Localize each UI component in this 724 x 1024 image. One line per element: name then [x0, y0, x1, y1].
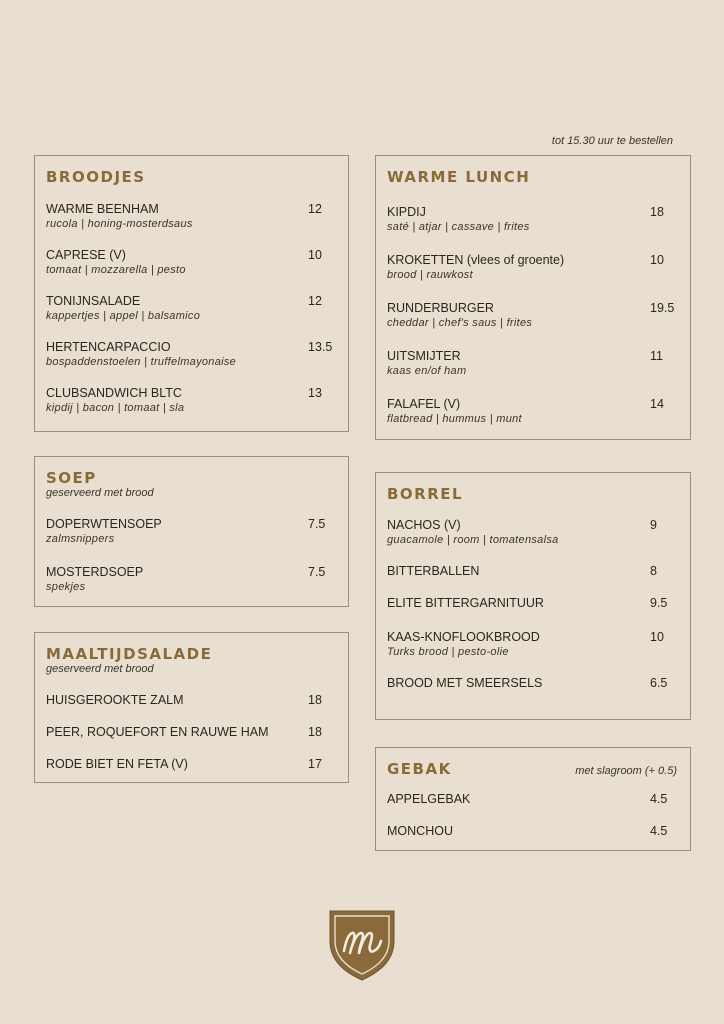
- item-description: bospaddenstoelen | truffelmayonaise: [46, 356, 237, 368]
- item-name: BITTERBALLEN: [387, 564, 480, 578]
- order-time-note: tot 15.30 uur te bestellen: [551, 135, 673, 147]
- item-name: WARME BEENHAM: [46, 202, 159, 216]
- item-price: 13.5: [308, 340, 333, 354]
- item-price: 8: [650, 564, 657, 578]
- item-price: 17: [308, 757, 322, 771]
- item-price: 12: [308, 202, 322, 216]
- item-description: kaas en/of ham: [387, 365, 467, 377]
- menu-item: [46, 340, 337, 369]
- item-name: RODE BIET EN FETA (V): [46, 757, 188, 771]
- menu-item: [387, 564, 679, 579]
- item-name: CAPRESE (V): [46, 248, 126, 262]
- menu-item: [46, 725, 337, 740]
- item-price: 18: [308, 725, 322, 739]
- item-description: zalmsnippers: [46, 533, 115, 545]
- section-title: BROODJES: [46, 168, 146, 186]
- menu-item: [387, 205, 679, 234]
- item-name: NACHOS (V): [387, 518, 461, 532]
- menu-item: [387, 630, 679, 659]
- item-name: HUISGEROOKTE ZALM: [46, 693, 184, 707]
- item-price: 11: [650, 349, 663, 363]
- section-broodjes: [34, 155, 349, 432]
- item-price: 19.5: [650, 301, 675, 315]
- item-price: 10: [650, 630, 664, 644]
- item-name: TONIJNSALADE: [46, 294, 141, 308]
- section-title: WARME LUNCH: [387, 168, 531, 186]
- item-name: BROOD MET SMEERSELS: [387, 676, 543, 690]
- item-description: kipdij | bacon | tomaat | sla: [46, 402, 185, 414]
- item-price: 18: [650, 205, 664, 219]
- section-warme-lunch: [375, 155, 691, 440]
- section-subtitle: geserveerd met brood: [46, 487, 154, 499]
- menu-item: [387, 397, 679, 426]
- item-description: tomaat | mozzarella | pesto: [46, 264, 186, 276]
- item-description: brood | rauwkost: [387, 269, 473, 281]
- item-price: 12: [308, 294, 322, 308]
- section-gebak: [375, 747, 691, 851]
- item-price: 10: [650, 253, 664, 267]
- item-price: 10: [308, 248, 322, 262]
- menu-item: [46, 757, 337, 772]
- item-description: flatbread | hummus | munt: [387, 413, 522, 425]
- item-price: 13: [308, 386, 322, 400]
- menu-item: [46, 202, 337, 231]
- menu-item: [387, 349, 679, 378]
- item-name: DOPERWTENSOEP: [46, 517, 162, 531]
- item-price: 6.5: [650, 676, 668, 690]
- item-description: Turks brood | pesto-olie: [387, 646, 509, 658]
- menu-item: [387, 824, 679, 839]
- menu-item: [387, 596, 679, 611]
- section-header: [387, 760, 679, 778]
- item-name: KROKETTEN (vlees of groente): [387, 253, 565, 267]
- item-name: CLUBSANDWICH BLTC: [46, 386, 182, 400]
- item-price: 9.5: [650, 596, 668, 610]
- section-subtitle: geserveerd met brood: [46, 663, 154, 675]
- item-name: MONCHOU: [387, 824, 453, 838]
- item-name: KIPDIJ: [387, 205, 426, 219]
- item-price: 7.5: [308, 565, 326, 579]
- item-price: 9: [650, 518, 657, 532]
- section-subtitle: met slagroom (+ 0.5): [575, 765, 677, 777]
- menu-item: [387, 518, 679, 547]
- menu-item: [46, 248, 337, 277]
- section-title: SOEP: [46, 469, 97, 487]
- item-description: spekjes: [46, 581, 86, 593]
- menu-item: [46, 386, 337, 415]
- item-name: RUNDERBURGER: [387, 301, 494, 315]
- item-name: FALAFEL (V): [387, 397, 461, 411]
- item-name: HERTENCARPACCIO: [46, 340, 171, 354]
- item-name: APPELGEBAK: [387, 792, 471, 806]
- menu-item: [387, 792, 679, 807]
- item-name: MOSTERDSOEP: [46, 565, 144, 579]
- item-name: KAAS-KNOFLOOKBROOD: [387, 630, 540, 644]
- menu-item: [387, 253, 679, 282]
- menu-item: [387, 676, 679, 691]
- item-price: 4.5: [650, 792, 668, 806]
- section-soep: [34, 456, 349, 607]
- item-name: PEER, ROQUEFORT EN RAUWE HAM: [46, 725, 269, 739]
- menu-item: [46, 517, 337, 546]
- monogram-shield-icon: [328, 907, 396, 982]
- item-description: kappertjes | appel | balsamico: [46, 310, 201, 322]
- menu-item: [46, 693, 337, 708]
- item-price: 7.5: [308, 517, 326, 531]
- menu-item: [387, 301, 679, 330]
- item-price: 18: [308, 693, 322, 707]
- item-price: 4.5: [650, 824, 668, 838]
- item-description: guacamole | room | tomatensalsa: [387, 534, 559, 546]
- item-description: cheddar | chef's saus | frites: [387, 317, 533, 329]
- item-name: UITSMIJTER: [387, 349, 461, 363]
- menu-item: [46, 294, 337, 323]
- section-maaltijdsalade: [34, 632, 349, 783]
- item-price: 14: [650, 397, 664, 411]
- item-description: rucola | honing-mosterdsaus: [46, 218, 193, 230]
- section-title: MAALTIJDSALADE: [46, 645, 213, 663]
- section-title: GEBAK: [387, 760, 452, 778]
- section-title: BORREL: [387, 485, 464, 503]
- item-description: saté | atjar | cassave | frites: [387, 221, 530, 233]
- section-borrel: [375, 472, 691, 720]
- menu-item: [46, 565, 337, 594]
- item-name: ELITE BITTERGARNITUUR: [387, 596, 544, 610]
